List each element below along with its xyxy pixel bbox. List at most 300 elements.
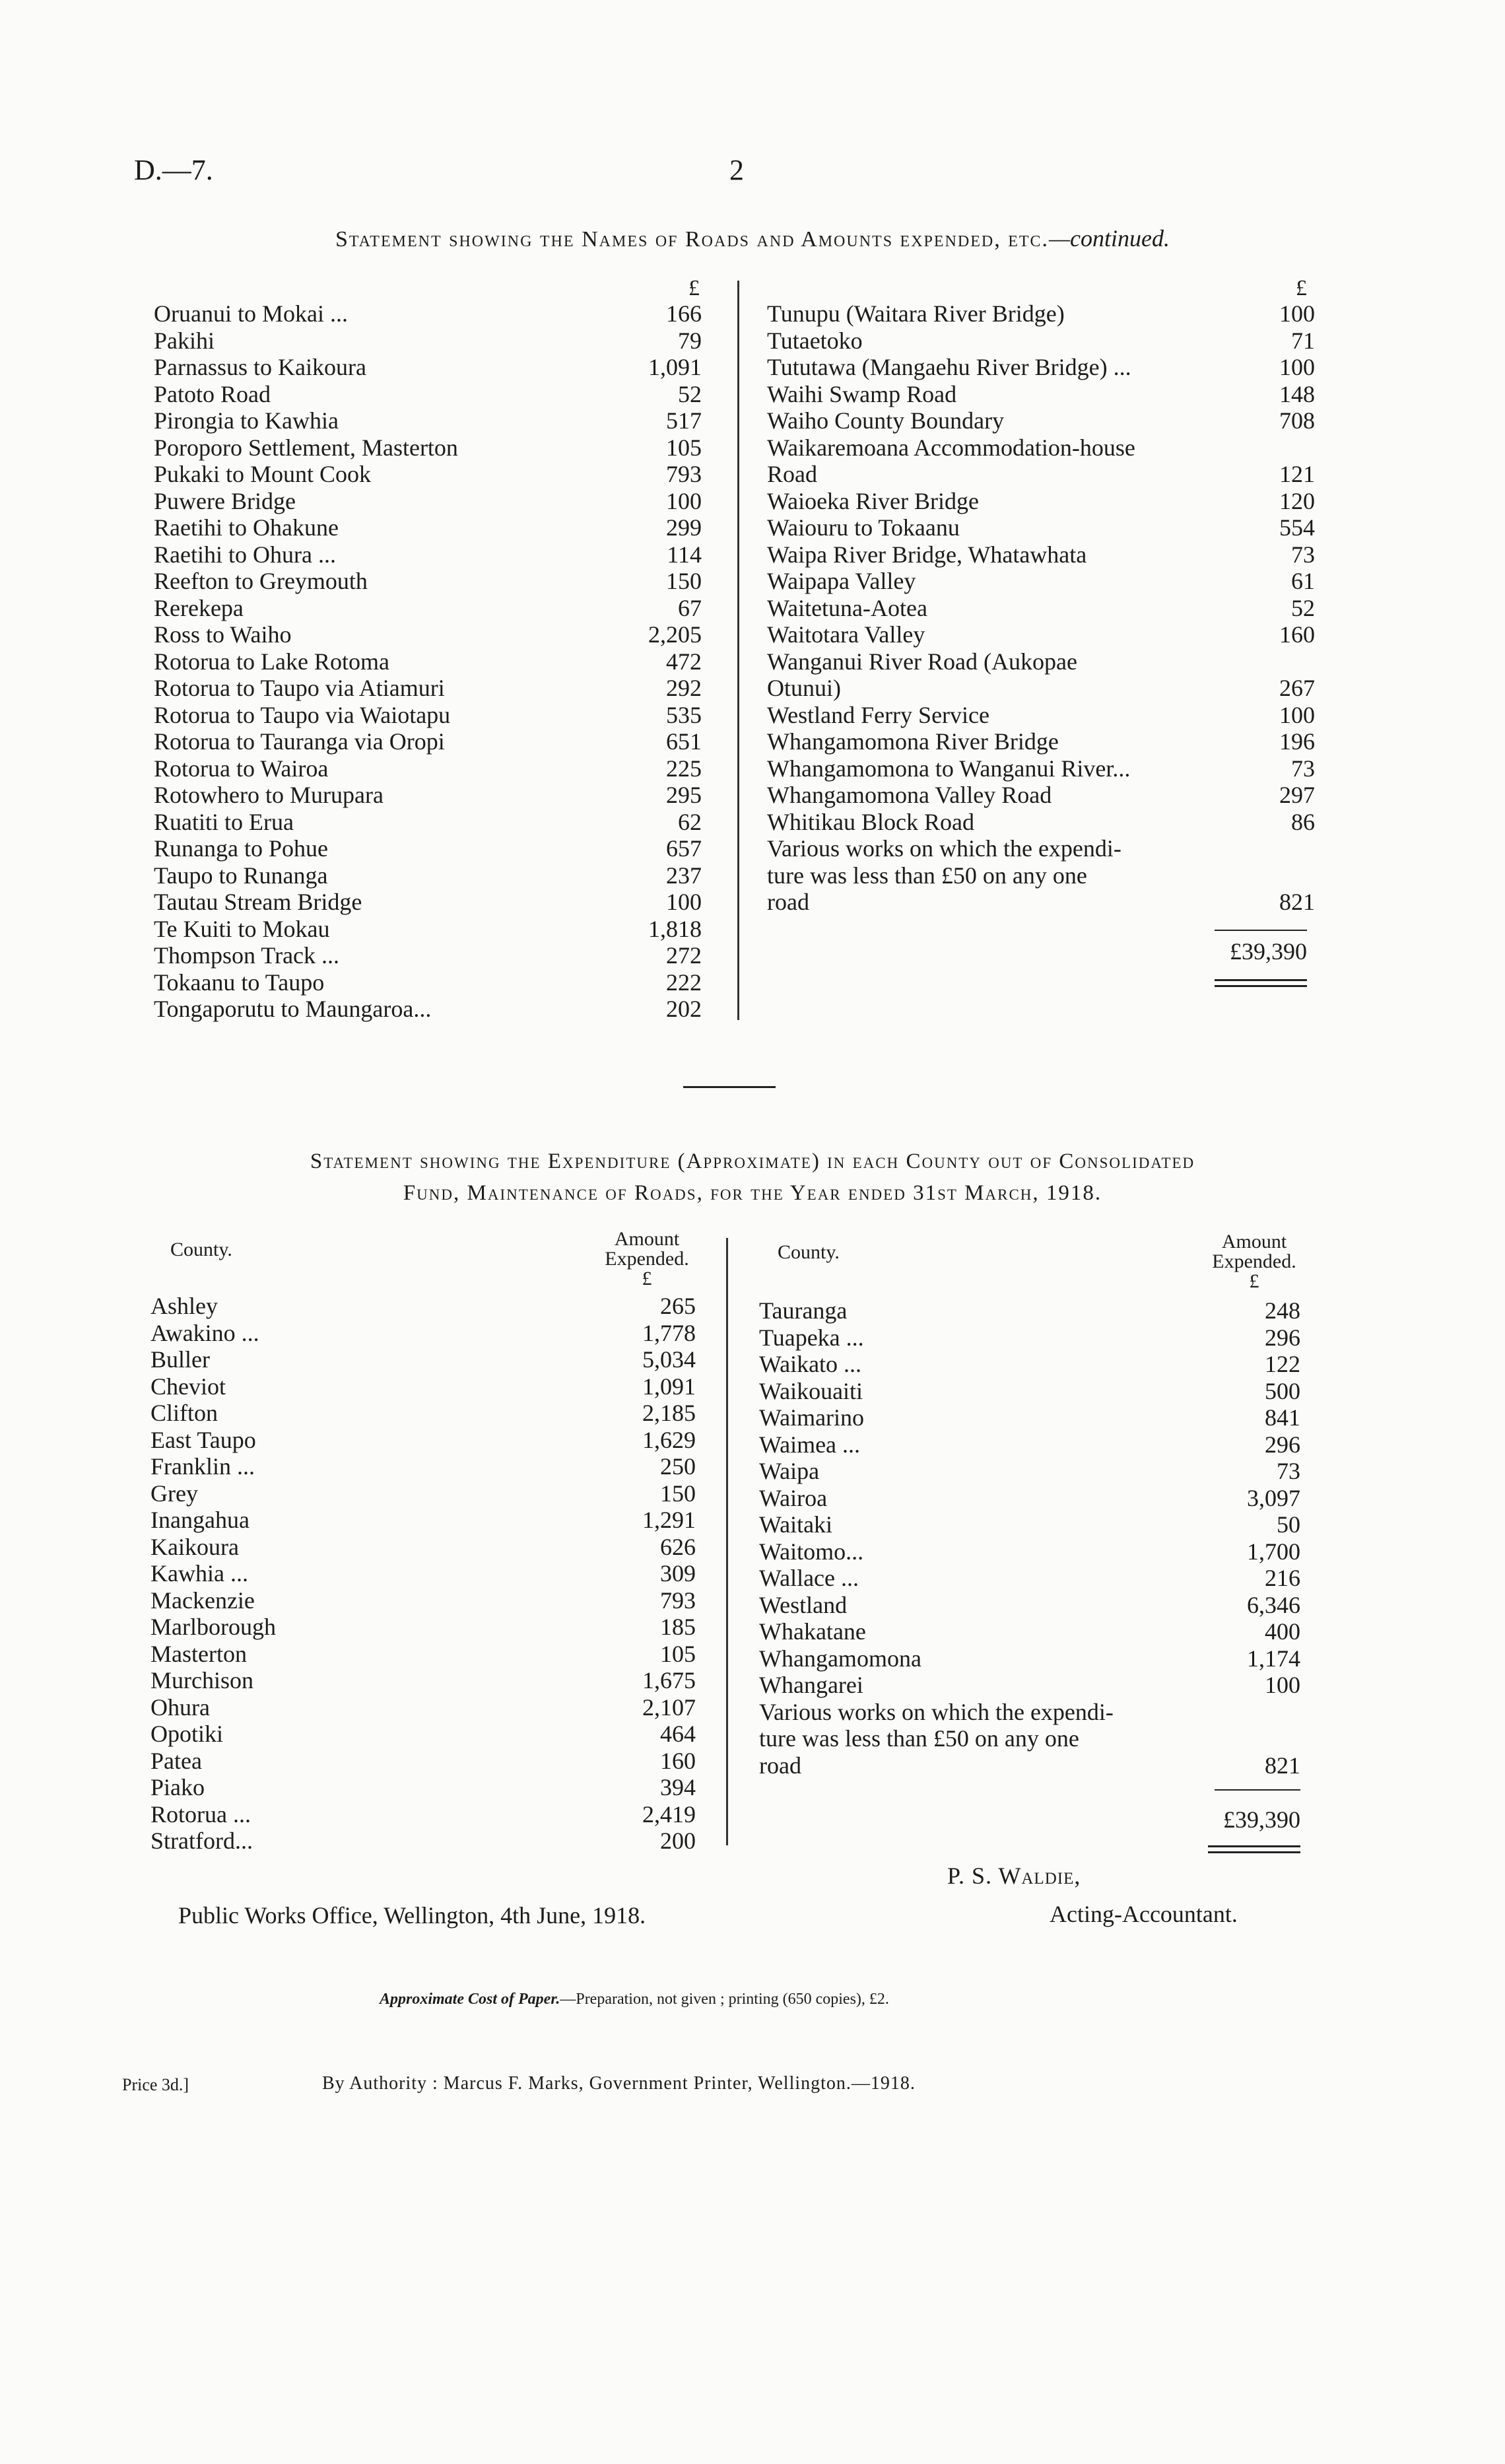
- table-row: [154, 862, 702, 889]
- printer-authority: By Authority : Marcus F. Marks, Government Printer, Wellington.—1918.: [322, 2073, 916, 2094]
- row-name: Waipa River Bridge, Whatawhata: [767, 541, 1087, 568]
- table-row: [154, 407, 702, 434]
- row-amount: 3,097: [1247, 1484, 1300, 1511]
- table-row: [767, 889, 1315, 916]
- table2-total-rule-double-2: [1208, 1851, 1300, 1853]
- row-amount: 793: [660, 1587, 696, 1614]
- row-amount: 299: [666, 514, 702, 541]
- row-name: Patoto Road: [154, 380, 271, 407]
- row-name: Waikouaiti: [759, 1377, 863, 1404]
- row-amount: 73: [1291, 541, 1315, 568]
- table1-left-list: [154, 300, 702, 1023]
- row-amount: 100: [1279, 701, 1315, 728]
- table2-left-amount-header: [581, 1229, 713, 1289]
- row-name: Wanganui River Road (Aukopae: [767, 648, 1077, 675]
- row-name: Mackenzie: [150, 1587, 255, 1614]
- table-row: [150, 1721, 696, 1748]
- row-amount: 216: [1265, 1565, 1300, 1591]
- row-name: Whakatane: [759, 1618, 866, 1645]
- row-amount: 67: [678, 594, 702, 621]
- table-row: [759, 1752, 1300, 1779]
- price-note: Price 3d.]: [122, 2075, 189, 2094]
- table-row: [154, 300, 702, 327]
- row-amount: 267: [1279, 675, 1315, 701]
- row-amount: 309: [660, 1560, 696, 1587]
- row-amount: 202: [666, 996, 702, 1022]
- row-amount: 296: [1265, 1324, 1300, 1351]
- row-name: Ruatiti to Erua: [154, 808, 294, 835]
- table-row: [154, 648, 702, 675]
- row-amount: 248: [1265, 1297, 1300, 1324]
- row-amount: 1,291: [642, 1507, 696, 1533]
- table-row: [150, 1641, 696, 1668]
- row-amount: 120: [1279, 487, 1315, 514]
- table-row: [150, 1828, 696, 1855]
- row-name: Rotorua to Tauranga via Oropi: [154, 728, 445, 755]
- row-amount: 535: [666, 701, 702, 728]
- row-amount: 5,034: [642, 1346, 696, 1373]
- row-amount: 73: [1277, 1458, 1300, 1484]
- paper-cost-note: [380, 1991, 889, 2008]
- table-row: [154, 541, 702, 568]
- table-row: [759, 1404, 1300, 1431]
- row-name: Piako: [150, 1774, 205, 1800]
- row-amount: 554: [1279, 514, 1315, 541]
- table-row: [767, 488, 1315, 515]
- row-name: Rerekepa: [154, 594, 244, 621]
- table1-left-currency: £: [688, 276, 700, 300]
- row-amount: 52: [1291, 594, 1315, 621]
- table2-total: £39,390: [1223, 1806, 1300, 1833]
- table-row: [154, 354, 702, 381]
- row-amount: 1,818: [648, 915, 702, 942]
- row-amount: 71: [1291, 327, 1315, 354]
- row-name: Raetihi to Ohakune: [154, 514, 339, 541]
- row-name: Taupo to Runanga: [154, 862, 328, 889]
- row-name: Clifton: [150, 1400, 218, 1426]
- table-row: [150, 1480, 696, 1507]
- table-row: [767, 621, 1315, 648]
- table-row: [759, 1485, 1300, 1512]
- row-amount: 196: [1279, 728, 1315, 755]
- row-name: Wairoa: [759, 1484, 828, 1511]
- row-amount: 793: [666, 461, 702, 487]
- table-row: [767, 702, 1315, 729]
- row-name: Otunui): [767, 675, 841, 701]
- table-row: [154, 889, 702, 916]
- table-row: [150, 1453, 696, 1480]
- table-row: [150, 1667, 696, 1694]
- row-amount: 651: [666, 728, 702, 755]
- table-row: [767, 461, 1315, 488]
- table-row: [154, 942, 702, 969]
- table-row: [150, 1801, 696, 1828]
- row-name: Puwere Bridge: [154, 487, 296, 514]
- row-name: Tunupu (Waitara River Bridge): [767, 300, 1065, 327]
- row-amount: 1,675: [642, 1667, 696, 1694]
- row-amount: 400: [1265, 1618, 1300, 1645]
- table2-title-line1: Statement showing the Expenditure (Approximate) in each County out of Consolidated: [310, 1149, 1195, 1173]
- table-row: [154, 702, 702, 729]
- row-amount: 250: [660, 1453, 696, 1480]
- row-name: Rotorua to Taupo via Atiamuri: [154, 675, 445, 701]
- table-row: [767, 381, 1315, 408]
- page-number: 2: [729, 154, 744, 186]
- table-row: [150, 1534, 696, 1561]
- row-amount: 100: [1279, 354, 1315, 380]
- row-name: Tongaporutu to Maungaroa...: [154, 996, 432, 1022]
- table-row: [759, 1645, 1300, 1672]
- table2-right-amount-header-1: Amount: [1221, 1231, 1287, 1252]
- row-amount: 2,419: [642, 1800, 696, 1828]
- row-name: Runanga to Pohue: [154, 835, 328, 862]
- row-name: Kawhia ...: [150, 1560, 248, 1587]
- row-amount: 394: [660, 1774, 696, 1800]
- row-amount: 2,107: [642, 1694, 696, 1721]
- row-name: Franklin ...: [150, 1453, 255, 1480]
- table-row: [154, 969, 702, 996]
- table2-right-currency: £: [1249, 1270, 1259, 1292]
- row-name: road: [759, 1752, 801, 1779]
- row-amount: 100: [1265, 1672, 1300, 1698]
- row-name: Murchison: [150, 1667, 253, 1694]
- table-row: [767, 514, 1315, 541]
- table-row: [150, 1774, 696, 1801]
- row-amount: 626: [660, 1533, 696, 1560]
- row-amount: 62: [678, 808, 702, 835]
- row-name: Parnassus to Kaikoura: [154, 354, 366, 380]
- table2-total-rule-double-1: [1208, 1845, 1300, 1847]
- row-name: Raetihi to Ohura ...: [154, 541, 336, 568]
- table-row: [759, 1458, 1300, 1485]
- table-row: [767, 648, 1315, 675]
- row-name: Rotorua ...: [150, 1800, 251, 1828]
- table-row: [767, 782, 1315, 809]
- table2-left-list: [150, 1293, 696, 1855]
- table-row: [767, 595, 1315, 622]
- row-name: Waitotara Valley: [767, 621, 925, 648]
- table-row: [759, 1431, 1300, 1458]
- row-amount: 657: [666, 835, 702, 862]
- table1-title-suffix: —continued.: [1049, 225, 1170, 252]
- row-amount: 114: [667, 541, 702, 568]
- table2-title-line2: Fund, Maintenance of Roads, for the Year ended 31st March, 1918.: [403, 1181, 1102, 1205]
- row-amount: 272: [666, 942, 702, 969]
- row-amount: 105: [666, 434, 702, 461]
- row-amount: 160: [1279, 621, 1315, 648]
- table1-total: £39,390: [1230, 938, 1307, 965]
- table-row: [154, 675, 702, 702]
- row-amount: 166: [666, 300, 702, 327]
- row-name: Stratford...: [150, 1828, 253, 1854]
- row-amount: 2,205: [648, 621, 702, 648]
- row-amount: 500: [1265, 1377, 1300, 1404]
- row-name: Various works on which the expendi-: [767, 835, 1121, 862]
- row-amount: 292: [666, 675, 702, 701]
- row-amount: 100: [1279, 300, 1315, 327]
- row-name: Waimarino: [759, 1404, 865, 1431]
- row-name: Tuapeka ...: [759, 1324, 864, 1351]
- row-amount: 86: [1291, 808, 1315, 835]
- table-row: [154, 728, 702, 755]
- row-name: Whangamomona: [759, 1645, 921, 1672]
- row-name: Tautau Stream Bridge: [154, 889, 362, 915]
- table-row: [767, 755, 1315, 782]
- row-name: Whangarei: [759, 1672, 863, 1698]
- row-name: Rotorua to Taupo via Waiotapu: [154, 701, 451, 728]
- row-amount: 100: [666, 487, 702, 514]
- row-name: Tokaanu to Taupo: [154, 969, 325, 996]
- row-name: Inangahua: [150, 1507, 250, 1533]
- row-amount: 1,174: [1247, 1645, 1300, 1672]
- table-row: [150, 1507, 696, 1534]
- table1-total-rule-top: [1215, 930, 1307, 931]
- row-name: Westland: [759, 1591, 848, 1618]
- table-row: [154, 327, 702, 355]
- table-row: [154, 755, 702, 782]
- row-name: Poroporo Settlement, Masterton: [154, 434, 458, 461]
- table-row: [150, 1748, 696, 1775]
- row-amount: 841: [1265, 1404, 1300, 1431]
- table-row: [767, 407, 1315, 434]
- table-row: [154, 782, 702, 809]
- row-name: Waiho County Boundary: [767, 407, 1005, 434]
- row-name: Oruanui to Mokai ...: [154, 300, 348, 327]
- row-name: Opotiki: [150, 1721, 224, 1747]
- row-name: Pukaki to Mount Cook: [154, 461, 372, 487]
- row-amount: 79: [678, 327, 702, 354]
- row-name: Rotorua to Lake Rotoma: [154, 648, 389, 675]
- table2-right-county-header: County.: [778, 1241, 840, 1263]
- row-amount: 100: [666, 889, 702, 915]
- table-row: [759, 1324, 1300, 1352]
- row-name: Pakihi: [154, 327, 215, 354]
- row-name: Ohura: [150, 1694, 210, 1721]
- table-row: [154, 514, 702, 541]
- row-name: Various works on which the expendi-: [759, 1698, 1114, 1725]
- row-name: Kaikoura: [150, 1533, 239, 1560]
- table2-title: [132, 1146, 1373, 1209]
- row-name: Marlborough: [150, 1614, 276, 1640]
- table-row: [767, 434, 1315, 462]
- row-name: Waihi Swamp Road: [767, 380, 957, 407]
- table-row: [759, 1565, 1300, 1592]
- table1-title: [0, 224, 1505, 252]
- row-name: Tauranga: [759, 1297, 848, 1324]
- row-amount: 708: [1279, 407, 1315, 434]
- table-row: [154, 809, 702, 836]
- table-row: [759, 1538, 1300, 1565]
- table-row: [154, 835, 702, 862]
- row-name: Tutaetoko: [767, 327, 863, 354]
- table2-right-amount-header-2: Expended.: [1212, 1250, 1296, 1272]
- row-amount: 6,346: [1247, 1591, 1300, 1618]
- row-amount: 517: [666, 407, 702, 434]
- row-amount: 1,091: [648, 354, 702, 380]
- table2-divider: [726, 1238, 728, 1845]
- table-row: [767, 862, 1315, 889]
- row-name: Waioeka River Bridge: [767, 487, 979, 514]
- row-amount: 472: [666, 648, 702, 675]
- row-name: Waipapa Valley: [767, 568, 916, 594]
- row-amount: 295: [666, 782, 702, 808]
- row-amount: 52: [678, 380, 702, 407]
- row-amount: 297: [1279, 782, 1315, 808]
- row-name: Masterton: [150, 1640, 247, 1667]
- table1-total-rule-double-1: [1215, 979, 1307, 981]
- row-name: Waikato ...: [759, 1351, 862, 1377]
- row-name: Whangamomona River Bridge: [767, 728, 1059, 755]
- row-amount: 1,091: [642, 1373, 696, 1400]
- table-row: [767, 835, 1315, 862]
- row-name: Patea: [150, 1747, 202, 1774]
- row-name: Ashley: [150, 1293, 218, 1319]
- row-name: Grey: [150, 1480, 198, 1507]
- table-row: [150, 1400, 696, 1427]
- row-amount: 73: [1291, 755, 1315, 782]
- row-name: Road: [767, 461, 817, 487]
- table-row: [759, 1725, 1300, 1752]
- table2-left-currency: £: [642, 1268, 652, 1289]
- table-row: [154, 434, 702, 462]
- table-row: [154, 595, 702, 622]
- table-row: [150, 1346, 696, 1373]
- row-name: East Taupo: [150, 1426, 256, 1453]
- row-amount: 1,700: [1247, 1538, 1300, 1565]
- row-name: Te Kuiti to Mokau: [154, 915, 330, 942]
- table-row: [150, 1427, 696, 1454]
- table-row: [759, 1351, 1300, 1378]
- table1-title-text: Statement showing the Names of Roads and Amounts expended, etc.: [335, 227, 1050, 252]
- table-row: [154, 568, 702, 595]
- row-amount: 61: [1291, 568, 1315, 594]
- table1-right-list: [767, 300, 1315, 916]
- table2-left-amount-header-1: Amount: [614, 1228, 680, 1250]
- row-amount: 225: [666, 755, 702, 782]
- row-amount: 1,629: [642, 1426, 696, 1453]
- table2-total-rule-top: [1215, 1789, 1300, 1791]
- table-row: [154, 916, 702, 943]
- row-amount: 50: [1277, 1511, 1300, 1538]
- row-name: Pirongia to Kawhia: [154, 407, 339, 434]
- table-row: [767, 300, 1315, 327]
- row-name: Waipa: [759, 1458, 820, 1484]
- row-amount: 185: [660, 1614, 696, 1640]
- table-row: [767, 541, 1315, 568]
- row-name: Westland Ferry Service: [767, 701, 989, 728]
- row-amount: 222: [666, 969, 702, 996]
- row-name: Waimea ...: [759, 1431, 861, 1458]
- row-name: Waitetuna-Aotea: [767, 594, 927, 621]
- row-name: Waikaremoana Accommodation-house: [767, 434, 1135, 461]
- table-row: [154, 381, 702, 408]
- row-name: ture was less than £50 on any one: [759, 1725, 1079, 1752]
- row-amount: 237: [666, 862, 702, 889]
- row-amount: 296: [1265, 1431, 1300, 1458]
- table1-total-rule-double-2: [1215, 985, 1307, 987]
- table1-divider: [737, 281, 739, 1020]
- row-amount: 200: [660, 1828, 696, 1854]
- table-row: [150, 1614, 696, 1641]
- table-row: [759, 1618, 1300, 1645]
- table-row: [150, 1560, 696, 1587]
- table-row: [150, 1373, 696, 1400]
- signature-name: P. S. Waldie,: [947, 1863, 1081, 1889]
- row-name: Ross to Waiho: [154, 621, 292, 648]
- table-row: [767, 728, 1315, 755]
- row-name: Tututawa (Mangaehu River Bridge) ...: [767, 354, 1131, 380]
- row-name: ture was less than £50 on any one: [767, 862, 1087, 889]
- row-amount: 150: [660, 1480, 696, 1507]
- row-name: Reefton to Greymouth: [154, 568, 368, 594]
- table-row: [150, 1293, 696, 1320]
- table-row: [767, 327, 1315, 355]
- row-name: Cheviot: [150, 1373, 226, 1400]
- row-amount: 464: [660, 1721, 696, 1747]
- row-name: Thompson Track ...: [154, 942, 340, 969]
- table-row: [767, 354, 1315, 381]
- table2-left-county-header: County.: [170, 1239, 232, 1260]
- table-row: [150, 1587, 696, 1614]
- table-row: [759, 1511, 1300, 1538]
- table-row: [759, 1699, 1300, 1726]
- row-amount: 122: [1265, 1351, 1300, 1377]
- row-amount: 821: [1265, 1752, 1300, 1779]
- row-name: Whitikau Block Road: [767, 808, 974, 835]
- table-row: [154, 461, 702, 488]
- row-amount: 821: [1279, 889, 1315, 915]
- row-name: Awakino ...: [150, 1319, 259, 1346]
- table-row: [154, 488, 702, 515]
- signature-title: Acting-Accountant.: [1050, 1901, 1238, 1927]
- row-name: Waitaki: [759, 1511, 833, 1538]
- row-name: Rotorua to Wairoa: [154, 755, 329, 782]
- table-row: [154, 621, 702, 648]
- table-row: [759, 1297, 1300, 1324]
- row-name: Whangamomona Valley Road: [767, 782, 1052, 808]
- table1-right-currency: £: [1296, 276, 1307, 300]
- table2-left-amount-header-2: Expended.: [605, 1248, 689, 1270]
- row-amount: 150: [666, 568, 702, 594]
- row-name: Waitomo...: [759, 1538, 864, 1565]
- table-row: [759, 1378, 1300, 1405]
- table-row: [767, 568, 1315, 595]
- row-amount: 1,778: [642, 1319, 696, 1346]
- table2-right-list: [759, 1297, 1300, 1779]
- row-name: Buller: [150, 1346, 210, 1373]
- row-name: Rotowhero to Murupara: [154, 782, 384, 808]
- signature-office-date: Public Works Office, Wellington, 4th June, 1918.: [178, 1902, 646, 1929]
- row-amount: 265: [660, 1293, 696, 1319]
- row-amount: 160: [660, 1747, 696, 1774]
- table-row: [759, 1592, 1300, 1619]
- row-amount: 105: [660, 1640, 696, 1667]
- section-separator: [683, 1086, 776, 1088]
- table-row: [767, 675, 1315, 702]
- table-row: [759, 1672, 1300, 1699]
- paper-cost-text: —Preparation, not given ; printing (650 copies), £2.: [560, 1991, 889, 2008]
- paper-cost-label: Approximate Cost of Paper.: [380, 1991, 560, 2008]
- row-name: Waiouru to Tokaanu: [767, 514, 960, 541]
- table-row: [150, 1694, 696, 1721]
- table-row: [154, 996, 702, 1023]
- table2-right-amount-header: [1188, 1232, 1320, 1291]
- row-amount: 148: [1279, 380, 1315, 407]
- row-name: Wallace ...: [759, 1565, 859, 1591]
- document-reference: D.—7.: [134, 154, 213, 186]
- table-row: [150, 1320, 696, 1347]
- row-name: road: [767, 889, 809, 915]
